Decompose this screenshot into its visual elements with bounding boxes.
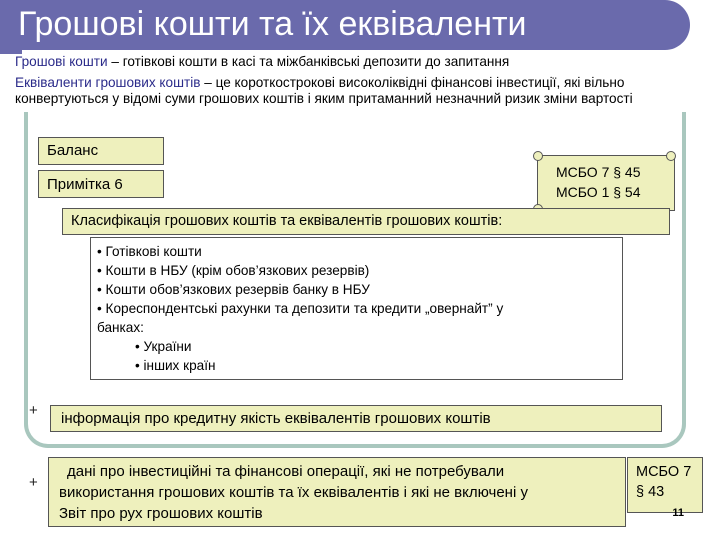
cash-term: Грошові кошти [15, 54, 108, 69]
list-item: • Кошти обов’язкових резервів банку в НБУ [97, 282, 370, 297]
ias-ref-line-2: МСБО 1 § 54 [556, 184, 641, 200]
plus-sign: + [29, 402, 38, 419]
list-item: • інших країн [135, 358, 216, 373]
investment-line-1: дані про інвестиційні та фінансові операції, які не потребували [67, 463, 505, 480]
list-item: • Кошти в НБУ (крім обов’язкових резервів) [97, 263, 370, 278]
plus-sign: + [29, 474, 38, 491]
scroll-curl-icon [666, 151, 676, 161]
list-item: • Готівкові кошти [97, 244, 202, 259]
investment-line-3: Звіт про рух грошових коштів [59, 505, 263, 522]
ias-ref-line-1: МСБО 7 § 45 [556, 164, 641, 180]
classification-list [90, 237, 623, 380]
page-title: Грошові кошти та їх еквіваленти [18, 5, 527, 43]
equivalents-term: Еквіваленти грошових коштів [15, 74, 201, 90]
ias-ref2-line-2: § 43 [636, 484, 665, 500]
cash-definition [15, 54, 705, 71]
list-item: • України [135, 339, 192, 354]
equivalents-text: – це короткострокові високоліквідні фінансові інвестиції, які вільно конвертуються у відомі суми грошових коштів і яким притаманний незначний ризик зміни вартості [15, 74, 633, 106]
list-item: банках: [97, 320, 144, 335]
balance-box: Баланс [38, 137, 164, 165]
cash-text: – готівкові кошти в касі та міжбанківські депозити до запитання [107, 54, 510, 69]
title-accent [0, 44, 22, 54]
investment-line-2: використання грошових коштів та їх еквівалентів і які не включені у [59, 484, 528, 501]
list-item: • Кореспондентські рахунки та депозити та кредити „овернайт” у [97, 301, 504, 316]
ias-reference-scroll-2 [627, 457, 703, 513]
ias-ref2-line-1: МСБО 7 [636, 464, 692, 480]
credit-quality-box: інформація про кредитну якість еквівалентів грошових коштів [50, 405, 662, 432]
investment-info-box [48, 457, 626, 527]
classification-title: Класифікація грошових коштів та еквівалентів грошових коштів: [62, 208, 670, 235]
page-number: 11 [672, 507, 684, 519]
ias-reference-scroll [537, 155, 675, 211]
equivalents-definition [15, 75, 705, 108]
scroll-curl-icon [533, 151, 543, 161]
definitions [15, 54, 705, 108]
note-box: Примітка 6 [38, 170, 164, 198]
